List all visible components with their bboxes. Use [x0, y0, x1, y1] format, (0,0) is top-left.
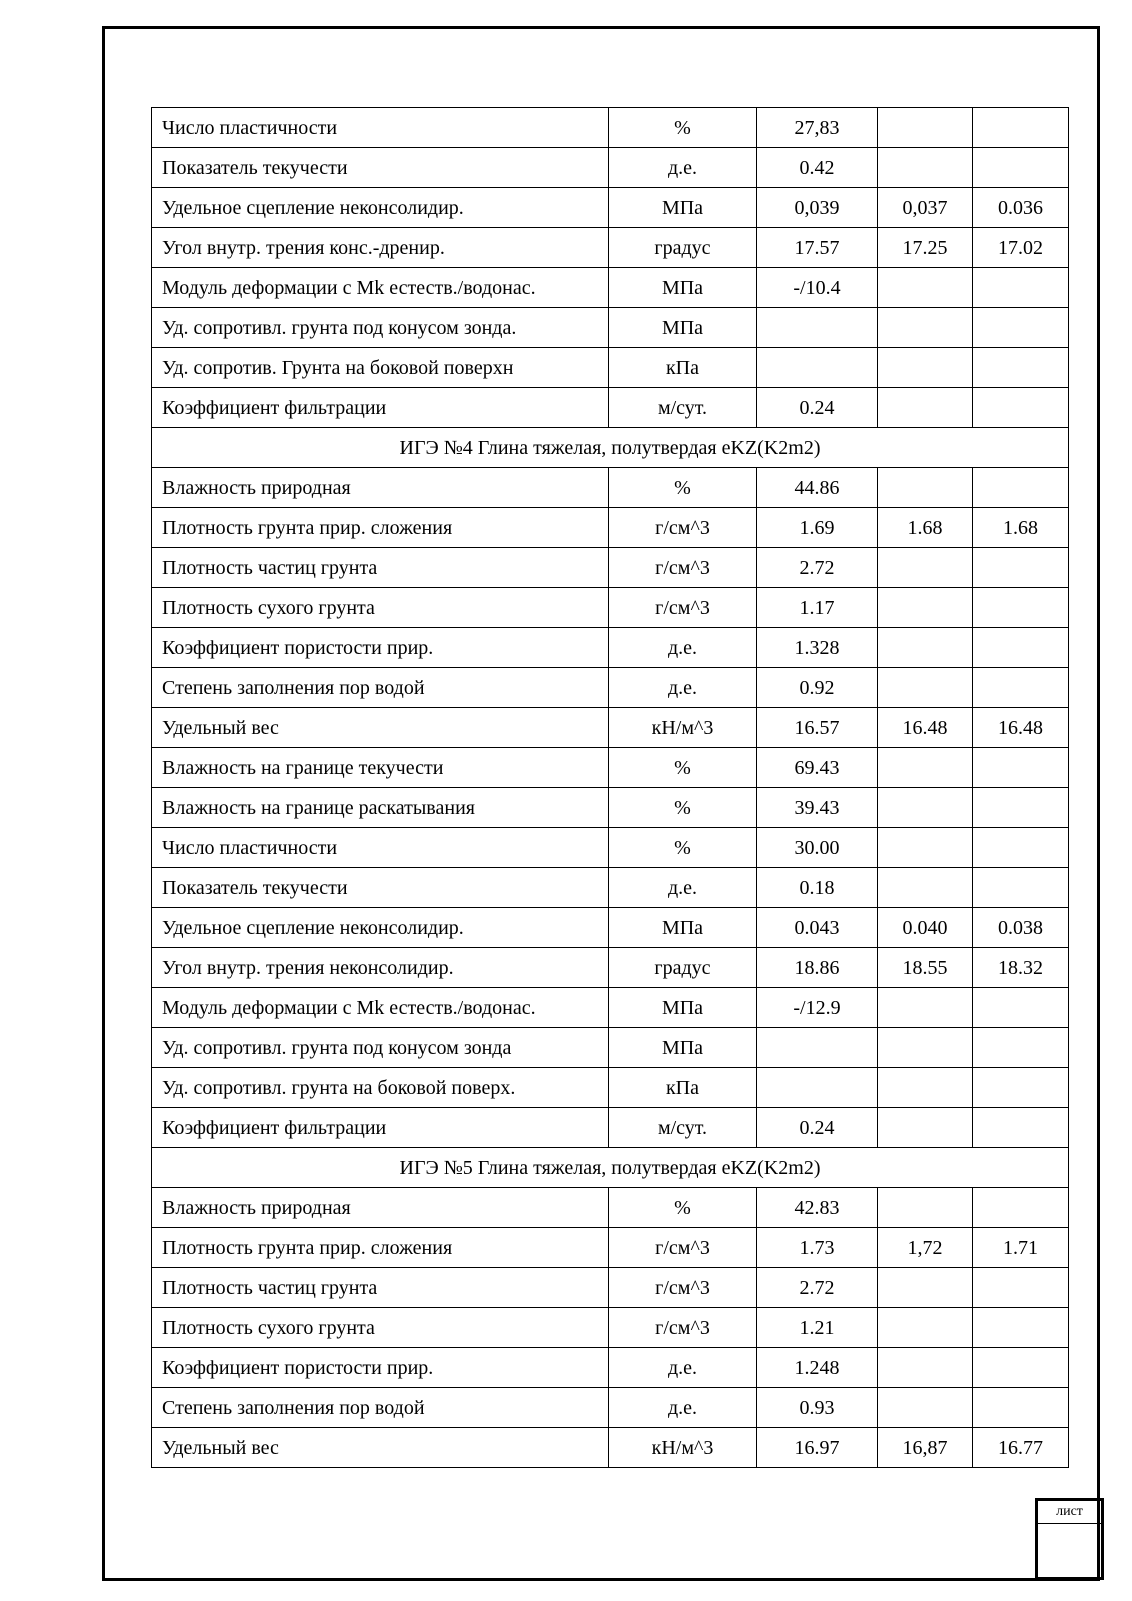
value-cell-3: [973, 388, 1069, 428]
unit-cell: %: [609, 468, 757, 508]
value-cell-1: [757, 308, 878, 348]
param-cell: Число пластичности: [152, 828, 609, 868]
table-row: [152, 268, 1069, 308]
value-cell-3: [973, 1028, 1069, 1068]
unit-cell: МПа: [609, 988, 757, 1028]
value-cell-1: [757, 348, 878, 388]
value-cell-1: 2.72: [757, 1268, 878, 1308]
value-cell-1: 0.18: [757, 868, 878, 908]
param-cell: Показатель текучести: [152, 148, 609, 188]
value-cell-2: [878, 1348, 973, 1388]
table-row: [152, 188, 1069, 228]
param-cell: Влажность природная: [152, 1188, 609, 1228]
value-cell-3: 18.32: [973, 948, 1069, 988]
param-cell: Коэффициент фильтрации: [152, 388, 609, 428]
param-cell: Уд. сопротивл. грунта под конусом зонда.: [152, 308, 609, 348]
table-row: [152, 1308, 1069, 1348]
value-cell-2: [878, 588, 973, 628]
value-cell-1: 1.21: [757, 1308, 878, 1348]
value-cell-2: [878, 868, 973, 908]
value-cell-3: 0.038: [973, 908, 1069, 948]
table-row: [152, 108, 1069, 148]
param-cell: Степень заполнения пор водой: [152, 1388, 609, 1428]
unit-cell: градус: [609, 948, 757, 988]
unit-cell: кПа: [609, 1068, 757, 1108]
value-cell-3: [973, 588, 1069, 628]
value-cell-1: 39.43: [757, 788, 878, 828]
value-cell-3: [973, 788, 1069, 828]
value-cell-1: 17.57: [757, 228, 878, 268]
value-cell-3: 1.68: [973, 508, 1069, 548]
value-cell-1: 0.92: [757, 668, 878, 708]
value-cell-1: -/12.9: [757, 988, 878, 1028]
unit-cell: д.е.: [609, 1348, 757, 1388]
unit-cell: м/сут.: [609, 1108, 757, 1148]
unit-cell: %: [609, 108, 757, 148]
value-cell-3: [973, 1268, 1069, 1308]
value-cell-2: [878, 1268, 973, 1308]
unit-cell: д.е.: [609, 628, 757, 668]
value-cell-3: [973, 268, 1069, 308]
value-cell-1: 1.69: [757, 508, 878, 548]
section-header-row: [152, 428, 1069, 468]
param-cell: Модуль деформации с Mk естеств./водонас.: [152, 268, 609, 308]
value-cell-1: 0,039: [757, 188, 878, 228]
param-cell: Влажность на границе текучести: [152, 748, 609, 788]
value-cell-1: 16.97: [757, 1428, 878, 1468]
param-cell: Уд. сопротивл. грунта под конусом зонда: [152, 1028, 609, 1068]
section-header-row: [152, 1148, 1069, 1188]
value-cell-1: 16.57: [757, 708, 878, 748]
value-cell-2: [878, 308, 973, 348]
unit-cell: г/см^3: [609, 588, 757, 628]
unit-cell: г/см^3: [609, 1308, 757, 1348]
value-cell-2: [878, 268, 973, 308]
table-row: [152, 1028, 1069, 1068]
value-cell-2: [878, 108, 973, 148]
value-cell-2: [878, 828, 973, 868]
unit-cell: МПа: [609, 188, 757, 228]
param-cell: Удельное сцепление неконсолидир.: [152, 908, 609, 948]
table-row: [152, 868, 1069, 908]
value-cell-1: 0.043: [757, 908, 878, 948]
unit-cell: г/см^3: [609, 1228, 757, 1268]
param-cell: Коэффициент пористости прир.: [152, 1348, 609, 1388]
value-cell-1: 0.24: [757, 388, 878, 428]
table-row: [152, 228, 1069, 268]
unit-cell: д.е.: [609, 148, 757, 188]
value-cell-2: [878, 1108, 973, 1148]
param-cell: Влажность природная: [152, 468, 609, 508]
table-row: [152, 1348, 1069, 1388]
value-cell-2: [878, 668, 973, 708]
value-cell-1: 0.42: [757, 148, 878, 188]
sheet-label: лист: [1038, 1501, 1101, 1524]
table-row: [152, 548, 1069, 588]
table-row: [152, 628, 1069, 668]
value-cell-1: 69.43: [757, 748, 878, 788]
table-row: [152, 828, 1069, 868]
value-cell-3: [973, 668, 1069, 708]
unit-cell: д.е.: [609, 868, 757, 908]
param-cell: Удельное сцепление неконсолидир.: [152, 188, 609, 228]
table-row: [152, 388, 1069, 428]
value-cell-3: [973, 1348, 1069, 1388]
param-cell: Плотность грунта прир. сложения: [152, 508, 609, 548]
value-cell-1: 0.93: [757, 1388, 878, 1428]
unit-cell: кПа: [609, 348, 757, 388]
soil-properties-table: [151, 107, 1069, 1468]
table-row: [152, 988, 1069, 1028]
table-row: [152, 668, 1069, 708]
value-cell-3: [973, 1068, 1069, 1108]
value-cell-2: [878, 548, 973, 588]
value-cell-3: [973, 748, 1069, 788]
value-cell-3: [973, 108, 1069, 148]
value-cell-2: 1.68: [878, 508, 973, 548]
value-cell-1: 1.73: [757, 1228, 878, 1268]
unit-cell: МПа: [609, 1028, 757, 1068]
table-row: [152, 1188, 1069, 1228]
value-cell-2: [878, 388, 973, 428]
param-cell: Угол внутр. трения конс.-дренир.: [152, 228, 609, 268]
value-cell-3: [973, 868, 1069, 908]
unit-cell: МПа: [609, 908, 757, 948]
param-cell: Плотность сухого грунта: [152, 1308, 609, 1348]
value-cell-2: 18.55: [878, 948, 973, 988]
param-cell: Удельный вес: [152, 1428, 609, 1468]
table-row: [152, 788, 1069, 828]
value-cell-3: 0.036: [973, 188, 1069, 228]
unit-cell: кН/м^3: [609, 1428, 757, 1468]
param-cell: Плотность частиц грунта: [152, 1268, 609, 1308]
value-cell-2: 16.48: [878, 708, 973, 748]
value-cell-2: [878, 788, 973, 828]
value-cell-3: [973, 468, 1069, 508]
param-cell: Плотность частиц грунта: [152, 548, 609, 588]
value-cell-1: 44.86: [757, 468, 878, 508]
param-cell: Число пластичности: [152, 108, 609, 148]
param-cell: Влажность на границе раскатывания: [152, 788, 609, 828]
value-cell-2: [878, 628, 973, 668]
value-cell-1: 27,83: [757, 108, 878, 148]
value-cell-1: 18.86: [757, 948, 878, 988]
param-cell: Удельный вес: [152, 708, 609, 748]
unit-cell: м/сут.: [609, 388, 757, 428]
unit-cell: МПа: [609, 268, 757, 308]
value-cell-2: [878, 348, 973, 388]
table-row: [152, 908, 1069, 948]
value-cell-2: [878, 148, 973, 188]
value-cell-1: 2.72: [757, 548, 878, 588]
param-cell: Уд. сопротивл. грунта на боковой поверх.: [152, 1068, 609, 1108]
value-cell-3: 17.02: [973, 228, 1069, 268]
table-row: [152, 508, 1069, 548]
table-row: [152, 708, 1069, 748]
table-row: [152, 148, 1069, 188]
value-cell-1: [757, 1068, 878, 1108]
table-row: [152, 1428, 1069, 1468]
value-cell-2: [878, 468, 973, 508]
value-cell-1: -/10.4: [757, 268, 878, 308]
value-cell-3: [973, 308, 1069, 348]
param-cell: Уд. сопротив. Грунта на боковой поверхн: [152, 348, 609, 388]
value-cell-2: 17.25: [878, 228, 973, 268]
value-cell-1: 30.00: [757, 828, 878, 868]
value-cell-3: [973, 628, 1069, 668]
value-cell-3: [973, 1388, 1069, 1428]
unit-cell: д.е.: [609, 1388, 757, 1428]
value-cell-3: 16.48: [973, 708, 1069, 748]
unit-cell: кН/м^3: [609, 708, 757, 748]
param-cell: Угол внутр. трения неконсолидир.: [152, 948, 609, 988]
table-row: [152, 588, 1069, 628]
unit-cell: градус: [609, 228, 757, 268]
table-row: [152, 1228, 1069, 1268]
value-cell-3: [973, 1308, 1069, 1348]
unit-cell: %: [609, 748, 757, 788]
unit-cell: %: [609, 788, 757, 828]
param-cell: Коэффициент фильтрации: [152, 1108, 609, 1148]
table-row: [152, 1388, 1069, 1428]
section-title: ИГЭ №4 Глина тяжелая, полутвердая eKZ(K2m2): [152, 428, 1069, 468]
value-cell-2: [878, 748, 973, 788]
value-cell-3: [973, 1108, 1069, 1148]
value-cell-1: 0.24: [757, 1108, 878, 1148]
unit-cell: д.е.: [609, 668, 757, 708]
value-cell-2: [878, 1028, 973, 1068]
value-cell-3: [973, 148, 1069, 188]
param-cell: Плотность сухого грунта: [152, 588, 609, 628]
value-cell-3: [973, 1188, 1069, 1228]
value-cell-2: 0.040: [878, 908, 973, 948]
value-cell-1: 1.248: [757, 1348, 878, 1388]
unit-cell: %: [609, 828, 757, 868]
table-row: [152, 1108, 1069, 1148]
value-cell-1: 1.17: [757, 588, 878, 628]
table-row: [152, 348, 1069, 388]
param-cell: Коэффициент пористости прир.: [152, 628, 609, 668]
value-cell-3: 1.71: [973, 1228, 1069, 1268]
table-row: [152, 308, 1069, 348]
value-cell-1: 1.328: [757, 628, 878, 668]
table-row: [152, 948, 1069, 988]
unit-cell: г/см^3: [609, 548, 757, 588]
value-cell-3: [973, 828, 1069, 868]
param-cell: Модуль деформации с Mk естеств./водонас.: [152, 988, 609, 1028]
value-cell-1: [757, 1028, 878, 1068]
value-cell-2: [878, 1068, 973, 1108]
value-cell-3: [973, 348, 1069, 388]
unit-cell: г/см^3: [609, 508, 757, 548]
value-cell-1: 42.83: [757, 1188, 878, 1228]
value-cell-3: [973, 988, 1069, 1028]
table-row: [152, 468, 1069, 508]
value-cell-2: 0,037: [878, 188, 973, 228]
value-cell-2: [878, 1308, 973, 1348]
sheet-number-box: [1035, 1498, 1104, 1580]
value-cell-2: [878, 1388, 973, 1428]
param-cell: Показатель текучести: [152, 868, 609, 908]
value-cell-2: [878, 988, 973, 1028]
unit-cell: %: [609, 1188, 757, 1228]
param-cell: Степень заполнения пор водой: [152, 668, 609, 708]
table-row: [152, 1268, 1069, 1308]
unit-cell: МПа: [609, 308, 757, 348]
value-cell-2: [878, 1188, 973, 1228]
param-cell: Плотность грунта прир. сложения: [152, 1228, 609, 1268]
section-title: ИГЭ №5 Глина тяжелая, полутвердая eKZ(K2m2): [152, 1148, 1069, 1188]
value-cell-2: 1,72: [878, 1228, 973, 1268]
value-cell-3: [973, 548, 1069, 588]
value-cell-2: 16,87: [878, 1428, 973, 1468]
unit-cell: г/см^3: [609, 1268, 757, 1308]
table-row: [152, 1068, 1069, 1108]
table-row: [152, 748, 1069, 788]
value-cell-3: 16.77: [973, 1428, 1069, 1468]
